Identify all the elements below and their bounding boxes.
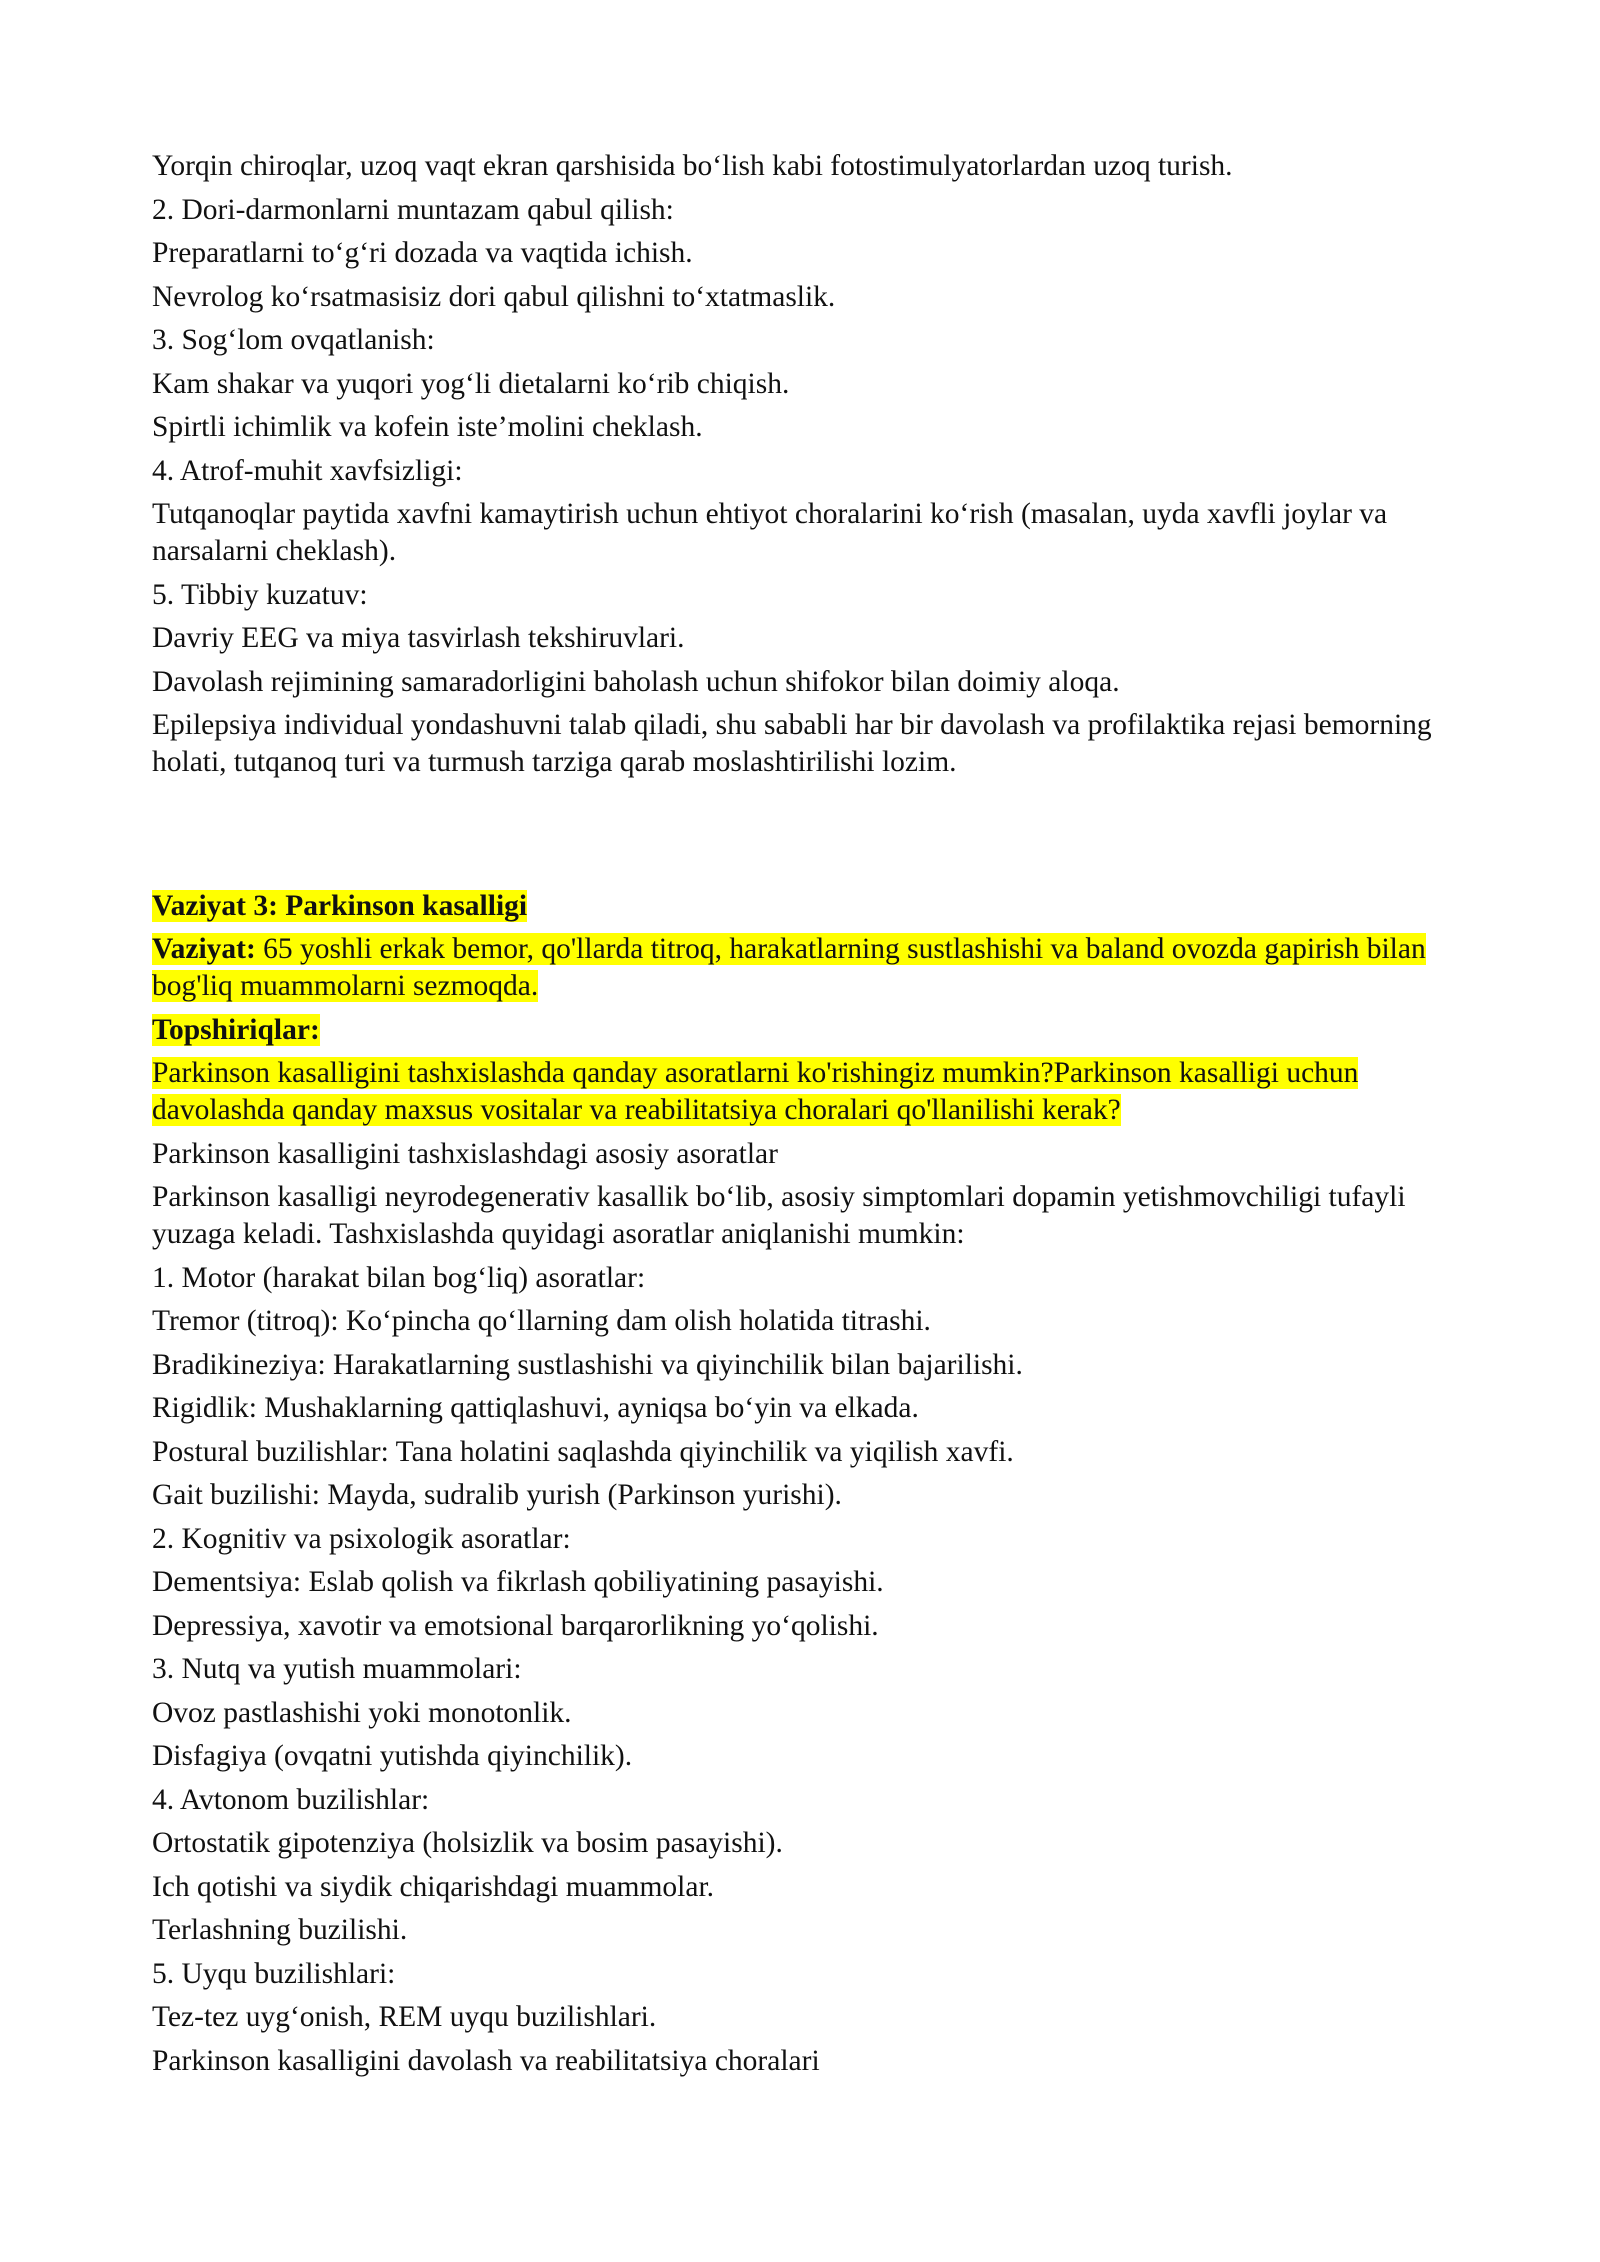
document-page [152, 148, 1452, 2086]
paragraph: Parkinson kasalligi neyrodegenerativ kasallik bo‘lib, asosiy simptomlari dopamin yetishmovchiligi tufayli yuzaga keladi. Tashxislashda quyidagi asoratlar aniqlanishi mumkin: [152, 1181, 1406, 1250]
paragraph: Terlashning buzilishi. [152, 1914, 408, 1946]
situation-label: Vaziyat: [152, 933, 256, 965]
paragraph: Preparatlarni to‘g‘ri dozada va vaqtida ichish. [152, 237, 693, 269]
tasks-text-content: Parkinson kasalligini tashxislashda qanday asoratlarni ko'rishingiz mumkin?Parkinson kasalligi uchun davolashda qanday maxsus vositalar va reabilitatsiya choralari qo'llanilishi kerak? [152, 1057, 1359, 1126]
paragraph: Rigidlik: Mushaklarning qattiqlashuvi, ayniqsa bo‘yin va elkada. [152, 1392, 919, 1424]
list-heading: 5. Uyqu buzilishlari: [152, 1957, 396, 1990]
section-gap [152, 788, 1452, 888]
paragraph: Ich qotishi va siydik chiqarishdagi muammolar. [152, 1870, 715, 1903]
paragraph: Depressiya, xavotir va emotsional barqarorlikning yo‘qolishi. [152, 1609, 879, 1642]
paragraph: Davriy EEG va miya tasvirlash tekshiruvlari. [152, 622, 685, 654]
paragraph: Tez-tez uyg‘onish, REM uyqu buzilishlari. [152, 2001, 657, 2033]
paragraph: Dementsiya: Eslab qolish va fikrlash qobiliyatining pasayishi. [152, 1566, 884, 1598]
section-heading: Parkinson kasalligini tashxislashdagi asosiy asoratlar [152, 1137, 778, 1170]
epilepsy-prevention-section [152, 148, 1452, 781]
tasks-label: Topshiriqlar: [152, 1013, 320, 1046]
paragraph: Kam shakar va yuqori yog‘li dietalarni ko‘rib chiqish. [152, 367, 790, 400]
paragraph: Ovoz pastlashishi yoki monotonlik. [152, 1696, 572, 1729]
list-heading: 3. Sog‘lom ovqatlanish: [152, 324, 435, 356]
list-heading: 4. Atrof-muhit xavfsizligi: [152, 454, 463, 487]
paragraph: Ortostatik gipotenziya (holsizlik va bosim pasayishi). [152, 1827, 783, 1859]
paragraph: Epilepsiya individual yondashuvni talab qiladi, shu sababli har bir davolash va profilaktika rejasi bemorning holati, tutqanoq turi va turmush tarziga qarab moslashtirilishi lozim. [152, 709, 1432, 778]
tasks-heading [152, 1012, 1452, 1049]
case-title [152, 888, 1452, 925]
case-situation [152, 931, 1452, 1005]
parkinson-complications-section [152, 1136, 1452, 2080]
situation-text: 65 yoshli erkak bemor, qo'llarda titroq, harakatlarning sustlashishi va baland ovozda gapirish bilan bog'liq muammolarni sezmoqda. [152, 933, 1426, 1002]
paragraph: Tremor (titroq): Ko‘pincha qo‘llarning dam olish holatida titrashi. [152, 1305, 931, 1337]
list-heading: 2. Kognitiv va psixologik asoratlar: [152, 1522, 571, 1555]
list-heading: 4. Avtonom buzilishlar: [152, 1783, 430, 1816]
paragraph: Postural buzilishlar: Tana holatini saqlashda qiyinchilik va yiqilish xavfi. [152, 1435, 1014, 1468]
list-heading: 5. Tibbiy kuzatuv: [152, 578, 368, 611]
paragraph: Yorqin chiroqlar, uzoq vaqt ekran qarshisida bo‘lish kabi fotostimulyatorlardan uzoq turish. [152, 150, 1233, 182]
paragraph: Tutqanoqlar paytida xavfni kamaytirish uchun ehtiyot choralarini ko‘rish (masalan, uyda xavfli joylar va narsalarni cheklash). [152, 498, 1388, 567]
tasks-text [152, 1055, 1452, 1129]
list-heading: 3. Nutq va yutish muammolari: [152, 1653, 522, 1685]
paragraph: Spirtli ichimlik va kofein iste’molini cheklash. [152, 411, 703, 443]
paragraph: Nevrolog ko‘rsatmasisiz dori qabul qilishni to‘xtatmaslik. [152, 280, 836, 313]
paragraph: Davolash rejimining samaradorligini baholash uchun shifokor bilan doimiy aloqa. [152, 665, 1120, 698]
list-heading: 2. Dori-darmonlarni muntazam qabul qilish: [152, 193, 674, 226]
case-section [152, 888, 1452, 1130]
paragraph: Disfagiya (ovqatni yutishda qiyinchilik). [152, 1740, 633, 1772]
section-heading: Parkinson kasalligini davolash va reabilitatsiya choralari [152, 2044, 820, 2077]
paragraph: Gait buzilishi: Mayda, sudralib yurish (Parkinson yurishi). [152, 1479, 842, 1511]
case-title-text: Vaziyat 3: Parkinson kasalligi [152, 889, 528, 922]
list-heading: 1. Motor (harakat bilan bog‘liq) asoratlar: [152, 1261, 646, 1294]
paragraph: Bradikineziya: Harakatlarning sustlashishi va qiyinchilik bilan bajarilishi. [152, 1348, 1023, 1381]
